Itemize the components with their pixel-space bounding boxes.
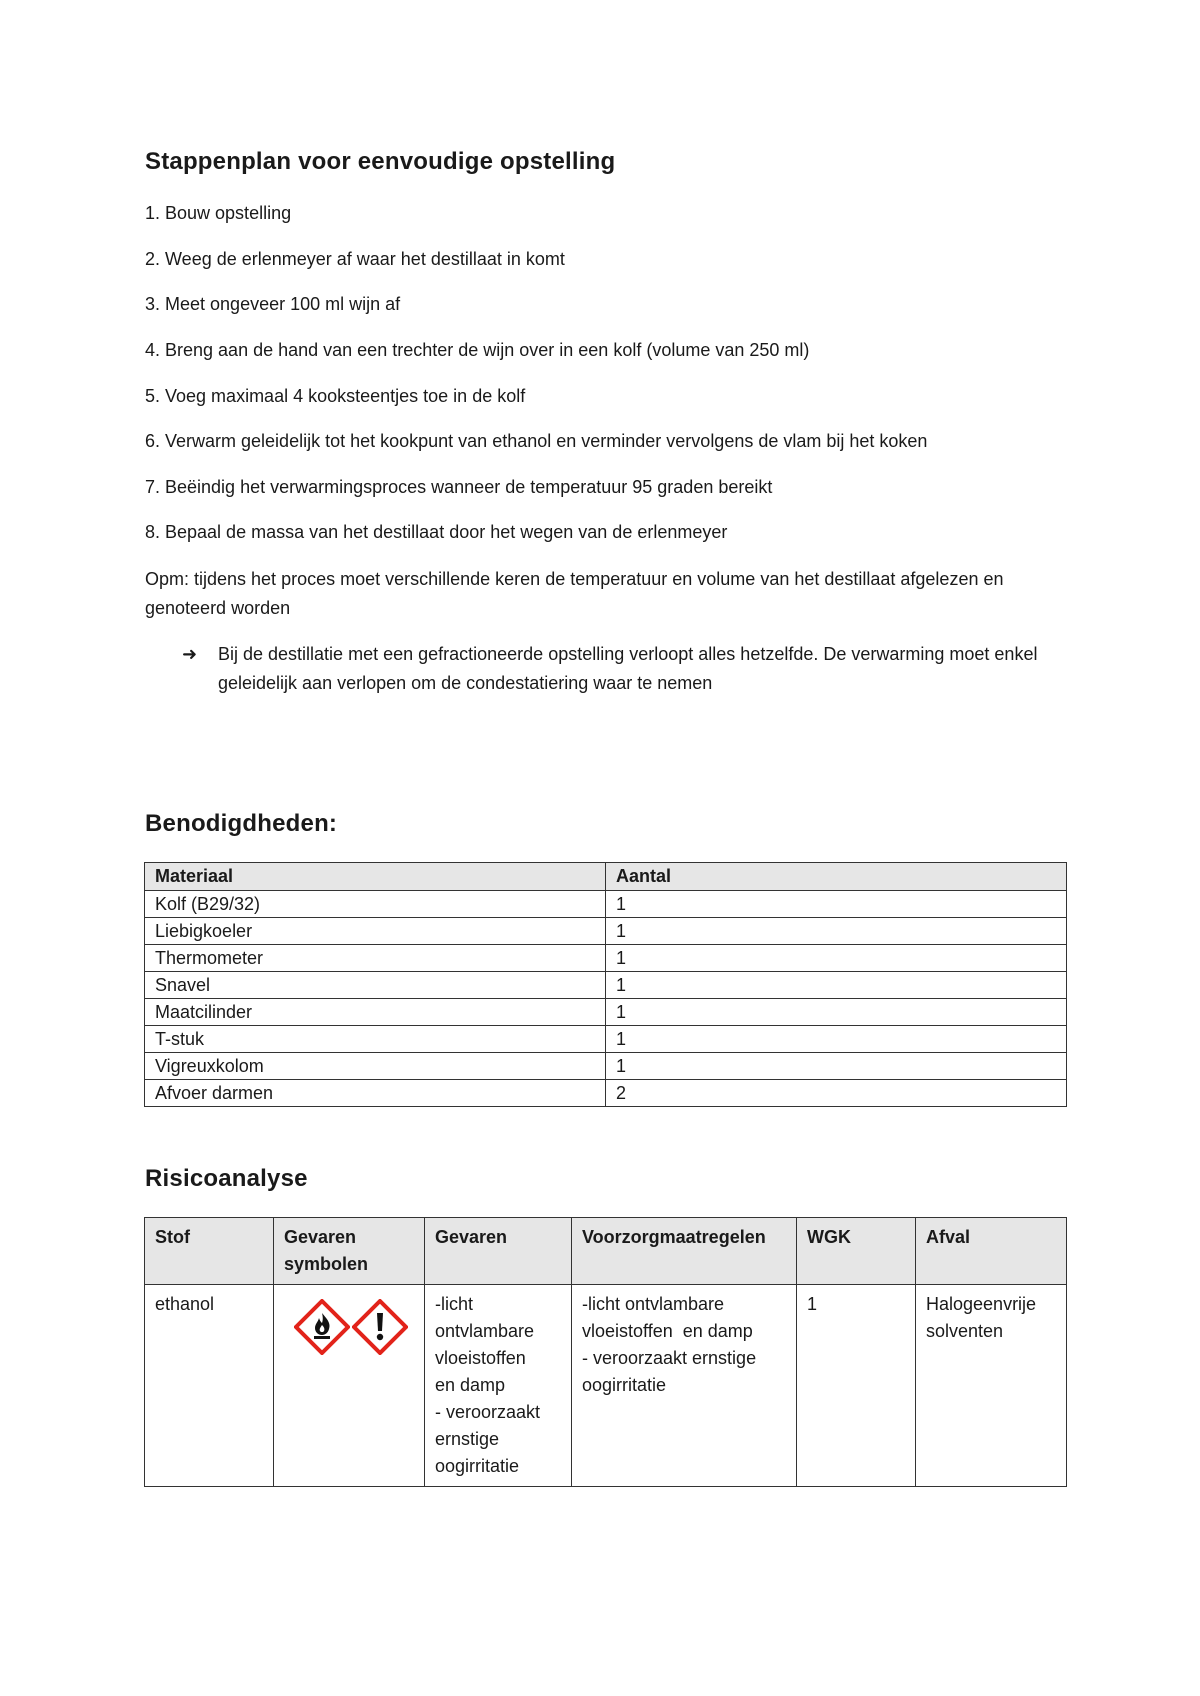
material-count: 1 (606, 945, 1067, 972)
precaution-line: - veroorzaakt ernstige (582, 1348, 757, 1368)
hazard-line: en damp (435, 1375, 506, 1395)
column-header: Gevaren (425, 1218, 572, 1285)
table-row (145, 1053, 1067, 1080)
material-count: 1 (606, 1053, 1067, 1080)
wgk-cell: 1 (797, 1285, 916, 1487)
material-name: Snavel (145, 972, 606, 999)
table-row (145, 918, 1067, 945)
hazard-line: ernstige (435, 1429, 500, 1449)
table-row (145, 972, 1067, 999)
table-row (145, 1285, 1067, 1487)
material-count: 1 (606, 1026, 1067, 1053)
step-item: 1. Bouw opstelling (145, 203, 292, 223)
waste-cell (916, 1285, 1067, 1487)
exclamation-pictogram-icon (352, 1299, 408, 1355)
risk-table (144, 1217, 1067, 1487)
column-header: Stof (145, 1218, 274, 1285)
precaution-line: vloeistoffen en damp (582, 1321, 753, 1341)
hazard-line: - veroorzaakt (435, 1402, 541, 1422)
column-header: WGK (797, 1218, 916, 1285)
hazard-symbols-cell (274, 1285, 425, 1487)
column-header: Afval (916, 1218, 1067, 1285)
hazards-cell (425, 1285, 572, 1487)
step-item: 6. Verwarm geleidelijk tot het kookpunt van ethanol en verminder vervolgens de vlam bij het koken (145, 431, 928, 451)
arrow-note-text: Bij de destillatie met een gefractioneerde opstelling verloopt alles hetzelfde. De verwarming moet enkel geleidelijk aan verlopen om de condestatiering waar te nemen (218, 644, 1038, 693)
precautions-cell (572, 1285, 797, 1487)
risk-title: Risicoanalyse (145, 1165, 308, 1192)
material-name: Maatcilinder (145, 999, 606, 1026)
material-count: 1 (606, 999, 1067, 1026)
material-count: 2 (606, 1080, 1067, 1107)
materials-title: Benodigdheden: (145, 810, 338, 837)
material-name: Liebigkoeler (145, 918, 606, 945)
material-name: Vigreuxkolom (145, 1053, 606, 1080)
materials-table (144, 862, 1067, 1107)
step-item: 2. Weeg de erlenmeyer af waar het destillaat in komt (145, 249, 565, 269)
arrow-note (182, 640, 1082, 698)
arrow-right-icon: ➜ (182, 644, 198, 664)
steps-title: Stappenplan voor eenvoudige opstelling (145, 148, 616, 175)
waste-line: solventen (926, 1321, 1004, 1341)
column-header: Voorzorgmaatregelen (572, 1218, 797, 1285)
waste-line: Halogeenvrije (926, 1294, 1037, 1314)
hazard-line: oogirritatie (435, 1456, 520, 1476)
step-item: 3. Meet ongeveer 100 ml wijn af (145, 294, 401, 314)
step-item: 7. Beëindig het verwarmingsproces wanneer de temperatuur 95 graden bereikt (145, 477, 773, 497)
table-row (145, 999, 1067, 1026)
table-row (145, 891, 1067, 918)
material-count: 1 (606, 891, 1067, 918)
step-item: 5. Voeg maximaal 4 kooksteentjes toe in de kolf (145, 386, 526, 406)
column-header: Aantal (606, 863, 1067, 891)
material-name: Kolf (B29/32) (145, 891, 606, 918)
process-note: Opm: tijdens het proces moet verschillende keren de temperatuur en volume van het destillaat afgelezen en genoteerd worden (145, 569, 1004, 618)
table-header-row (145, 863, 1067, 891)
step-item: 8. Bepaal de massa van het destillaat door het wegen van de erlenmeyer (145, 522, 728, 542)
hazard-line: -licht (435, 1294, 474, 1314)
column-header: Gevaren symbolen (274, 1218, 425, 1285)
material-name: T-stuk (145, 1026, 606, 1053)
hazard-line: vloeistoffen (435, 1348, 526, 1368)
substance-cell: ethanol (145, 1285, 274, 1487)
material-count: 1 (606, 972, 1067, 999)
flame-pictogram-icon (294, 1299, 350, 1355)
table-row (145, 1080, 1067, 1107)
table-row (145, 945, 1067, 972)
hazard-line: ontvlambare (435, 1321, 535, 1341)
precaution-line: oogirritatie (582, 1375, 667, 1395)
step-item: 4. Breng aan de hand van een trechter de wijn over in een kolf (volume van 250 ml) (145, 340, 810, 360)
table-row (145, 1026, 1067, 1053)
material-name: Thermometer (145, 945, 606, 972)
table-header-row (145, 1218, 1067, 1285)
column-header: Materiaal (145, 863, 606, 891)
precaution-line: -licht ontvlambare (582, 1294, 725, 1314)
material-count: 1 (606, 918, 1067, 945)
material-name: Afvoer darmen (145, 1080, 606, 1107)
